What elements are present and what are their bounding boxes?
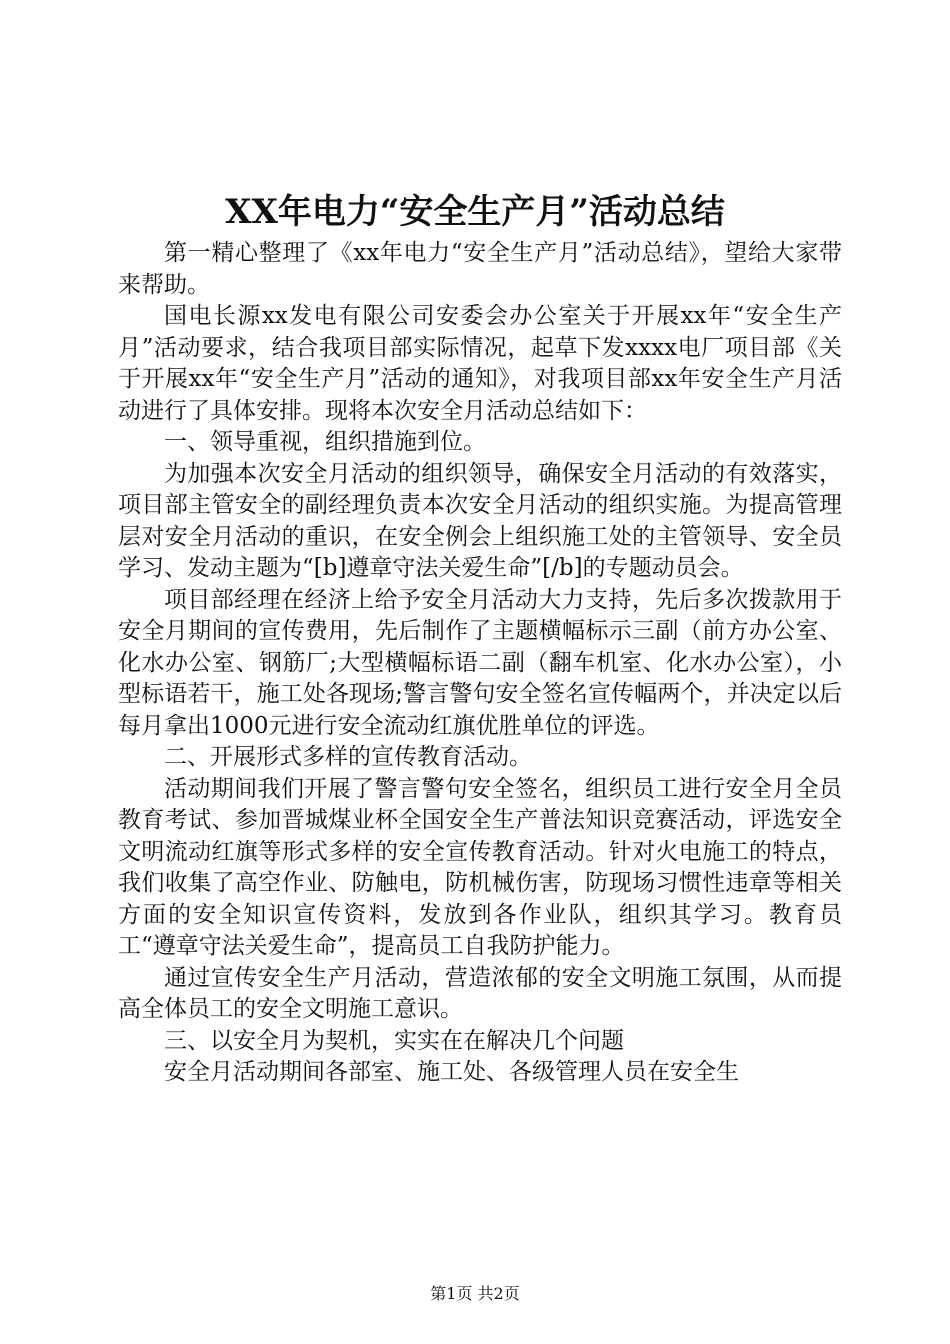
section-heading-1: 一、领导重视，组织措施到位。 (164, 429, 486, 455)
paragraph-funding: 项目部经理在经济上给予安全月活动大力支持，先后多次拨款用于安全月期间的宣传费用，先后制作了主题横幅标示三副（前方办公室、化水办公室、钢筋厂;大型横幅标语二副（翻车机室、化水办公室），小型标语若干，施工处各现场;警言警句安全签名宣传幅两个，并决定以后每月拿出1000元进行安全流动红旗优胜单位的评选。 (118, 586, 842, 739)
paragraph-organization: 为加强本次安全月活动的组织领导，确保安全月活动的有效落实，项目部主管安全的副经理负责本次安全月活动的组织实施。为提高管理层对安全月活动的重识，在安全例会上组织施工处的主管领导、安全员学习、发动主题为“[b]遵章守法关爱生命”[/b]的专题动员会。 (118, 460, 842, 581)
paragraph-education: 活动期间我们开展了警言警句安全签名，组织员工进行安全月全员教育考试、参加晋城煤业杯全国安全生产普法知识竞赛活动，评选安全文明流动红旗等形式多样的安全宣传教育活动。针对火电施工的特点，我们收集了高空作业、防触电，防机械伤害，防现场习惯性违章等相关方面的安全知识宣传资料，发放到各作业队，组织其学习。教育员工“遵章守法关爱生命”，提高员工自我防护能力。 (118, 775, 842, 959)
paragraph-intro: 第一精心整理了《xx年电力“安全生产月”活动总结》，望给大家带来帮助。 (118, 240, 842, 298)
page-footer: 第1页 共2页 (430, 1284, 520, 1303)
document-title: XX年电力“安全生产月”活动总结 (225, 192, 725, 232)
paragraph-atmosphere: 通过宣传安全生产月活动，营造浓郁的安全文明施工氛围，从而提高全体员工的安全文明施工意识。 (118, 964, 842, 1022)
document-body (118, 238, 842, 1089)
section-heading-2: 二、开展形式多样的宣传教育活动。 (164, 744, 532, 770)
section-heading-3: 三、以安全月为契机，实实在在解决几个问题 (164, 1027, 624, 1054)
paragraph-problems: 安全月活动期间各部室、施工处、各级管理人员在安全生 (164, 1059, 739, 1085)
paragraph-background: 国电长源xx发电有限公司安委会办公室关于开展xx年“安全生产月”活动要求，结合我项目部实际情况，起草下发xxxx电厂项目部《关于开展xx年“安全生产月”活动的通知》，对我项目部xx年安全生产月活动进行了具体安排。现将本次安全月活动总结如下： (118, 303, 842, 424)
